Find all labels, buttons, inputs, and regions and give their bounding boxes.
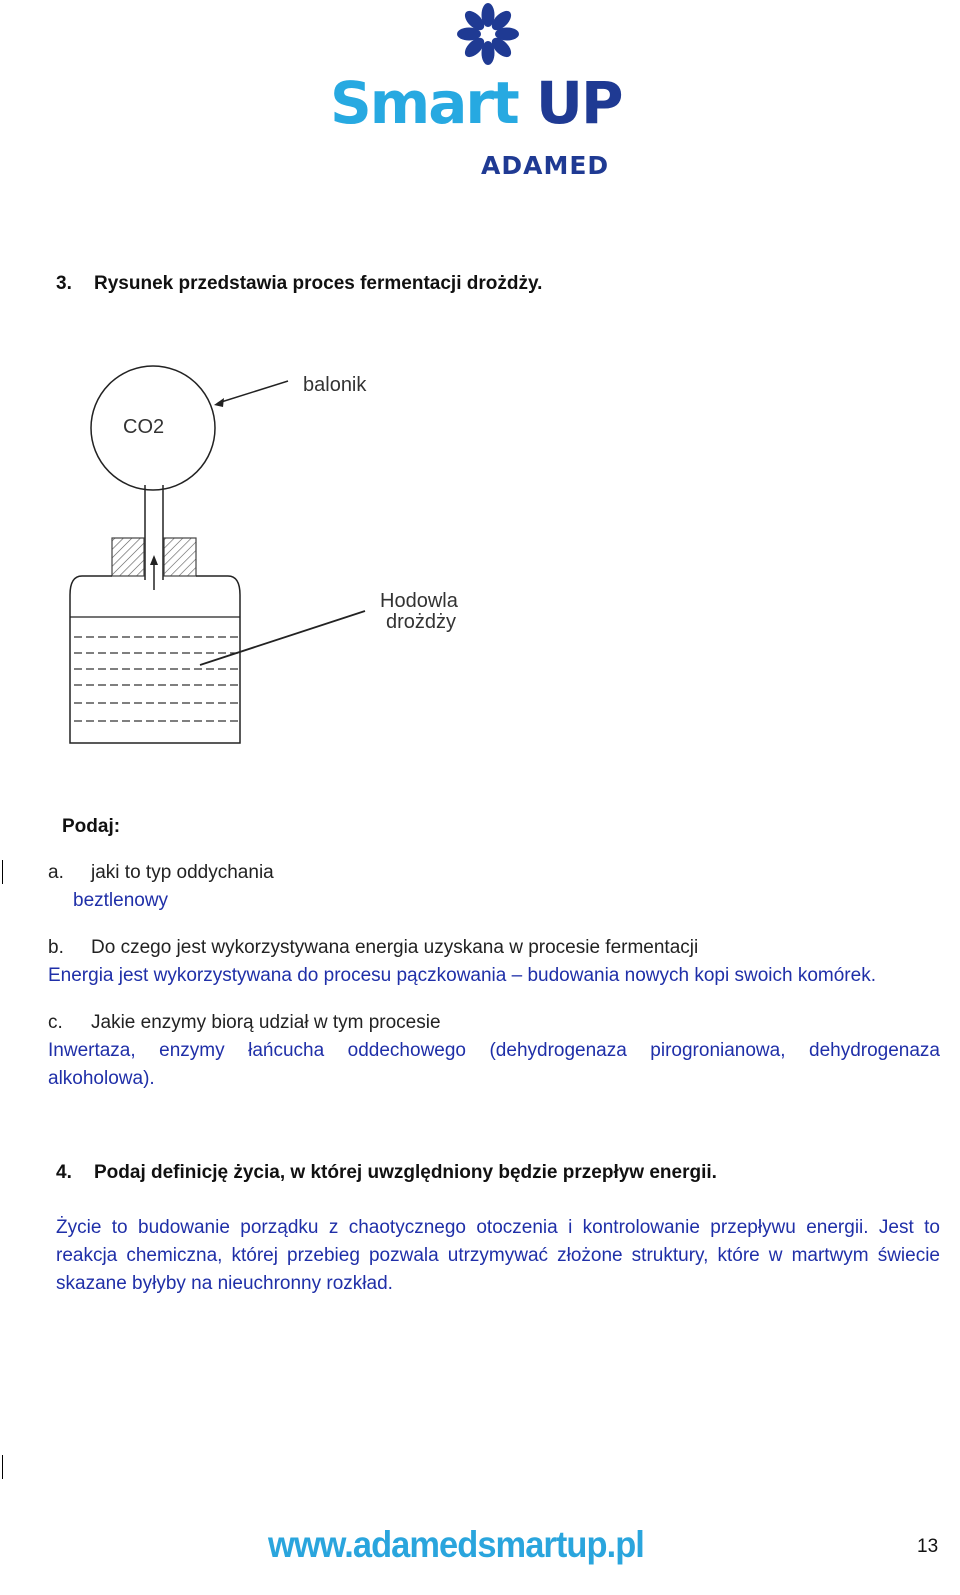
question-number: 3.: [56, 273, 72, 294]
item-letter: a.: [48, 862, 64, 883]
question-4-answer: Życie to budowanie porządku z chaotycznego otoczenia i kontrolowanie przepływu energii. Jest to reakcja chemiczna, której przebieg pozwala utrzymywać złożone struktury, które w martwym świecie skazane byłyby na nieuchronny rozkład.: [56, 1217, 940, 1294]
logo-sub-adamed: ADAMED: [481, 151, 610, 180]
culture-label-line2: drożdży: [386, 611, 457, 633]
co2-label: CO2: [123, 416, 165, 438]
question-title: Rysunek przedstawia proces fermentacji drożdży.: [94, 273, 543, 294]
logo-wordmark: [330, 69, 630, 137]
margin-change-bar: [2, 860, 3, 884]
stopper-right: [164, 538, 196, 576]
item-a-answer: beztlenowy: [73, 890, 169, 911]
item-b-question: [48, 937, 698, 959]
page-number: 13: [917, 1536, 939, 1557]
podaj-label: Podaj:: [62, 816, 121, 837]
logo-brand-up: UP: [535, 69, 622, 137]
footer-website-link[interactable]: www.adamedsmartup.pl: [268, 1524, 644, 1565]
balloon-label: balonik: [303, 374, 367, 396]
logo-brand-smart: Smart: [330, 69, 518, 137]
culture-label-line1: Hodowla: [380, 590, 458, 612]
question-number: 4.: [56, 1162, 72, 1183]
item-c-question: [48, 1012, 441, 1034]
question-4-heading: [56, 1162, 717, 1184]
fermentation-diagram: [60, 355, 530, 755]
margin-change-bar-bottom: [2, 1455, 3, 1479]
question-3-heading: [56, 273, 542, 295]
asterisk-flower-icon: [456, 2, 520, 66]
smart-up-adamed-logo: [330, 0, 640, 190]
item-c-answer: Inwertaza, enzymy łańcucha oddechowego (dehydrogenaza pirogronianowa, dehydrogenaza alkoholowa).: [48, 1040, 940, 1089]
item-letter: b.: [48, 937, 64, 958]
item-question-text: Jakie enzymy biorą udział w tym procesie: [91, 1012, 441, 1033]
item-a-question: [48, 862, 274, 884]
item-b-answer: Energia jest wykorzystywana do procesu pączkowania – budowania nowych kopi swoich komórek.: [48, 965, 876, 986]
question-title: Podaj definicję życia, w której uwzględniony będzie przepływ energii.: [94, 1162, 717, 1183]
item-question-text: Do czego jest wykorzystywana energia uzyskana w procesie fermentacji: [91, 937, 699, 958]
item-letter: c.: [48, 1012, 63, 1033]
stopper-left: [112, 538, 144, 576]
item-question-text: jaki to typ oddychania: [91, 862, 274, 883]
